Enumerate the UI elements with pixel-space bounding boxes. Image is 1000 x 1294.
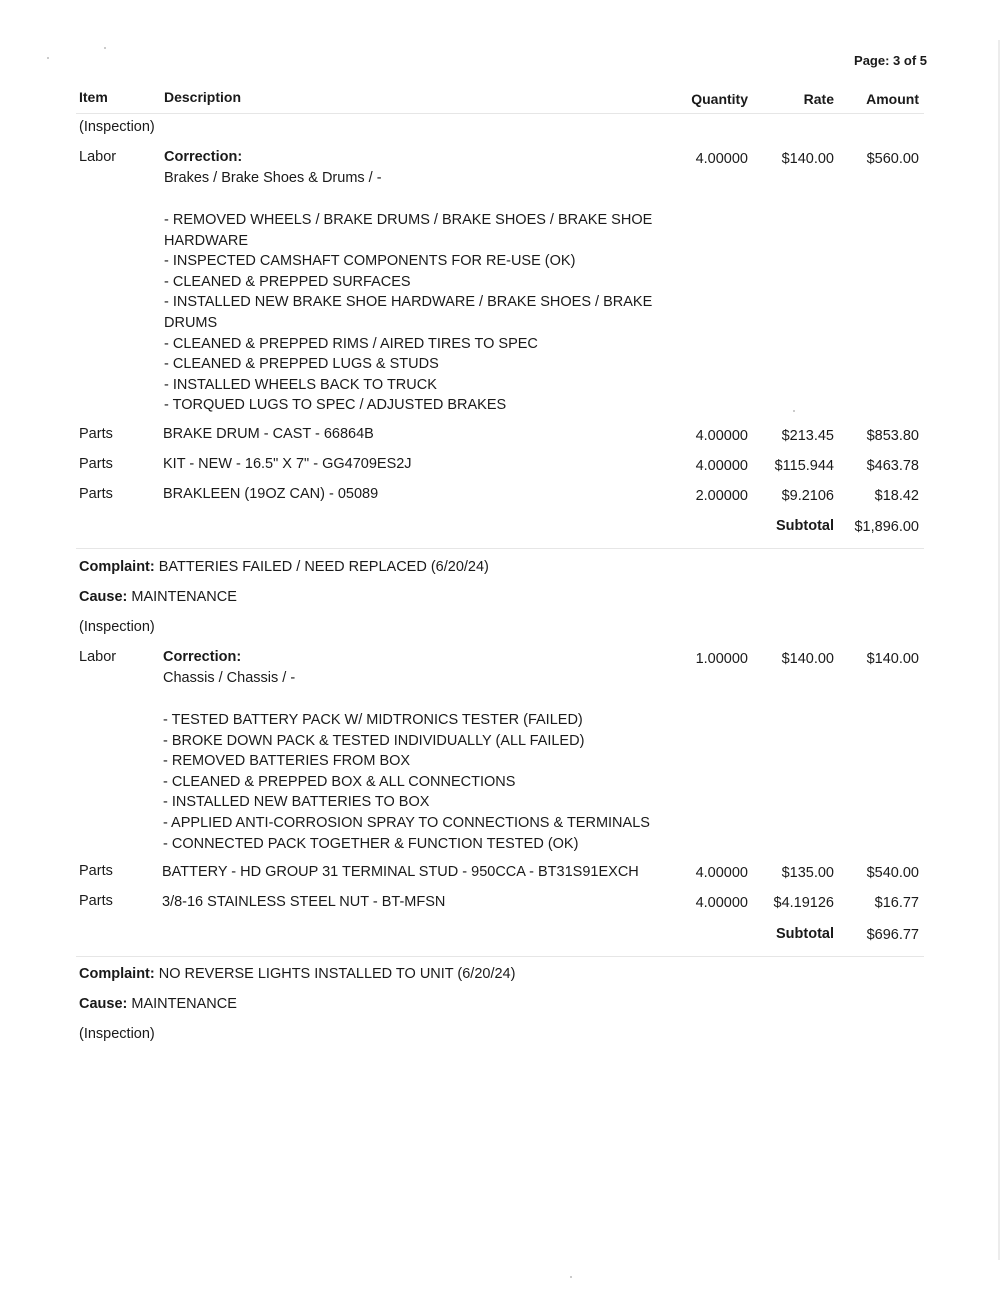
complaint-label: Complaint:: [79, 559, 155, 575]
part-amount: $16.77: [874, 895, 919, 911]
complaint-line: [79, 559, 489, 575]
part-rate: $115.944: [774, 458, 834, 474]
correction-step: - CLEANED & PREPPED SURFACES: [164, 273, 411, 290]
column-header-amount: Amount: [866, 91, 919, 107]
correction-category: Chassis / Chassis / -: [163, 670, 296, 686]
correction-step: - CLEANED & PREPPED RIMS / AIRED TIRES TO SPEC: [164, 335, 538, 352]
labor-rate: $140.00: [781, 151, 834, 167]
page-number: Page: 3 of 5: [854, 53, 927, 68]
correction-step: - APPLIED ANTI-CORROSION SPRAY TO CONNECTIONS & TERMINALS: [163, 814, 650, 831]
cause-line: [79, 589, 237, 605]
part-amount: $18.42: [874, 488, 919, 504]
column-header-description: Description: [164, 89, 242, 105]
part-rate: $135.00: [781, 865, 834, 881]
correction-label: Correction:: [164, 149, 243, 165]
cause-text: MAINTENANCE: [131, 589, 237, 605]
correction-step: - INSPECTED CAMSHAFT COMPONENTS FOR RE-USE (OK): [164, 253, 576, 270]
labor-item: Labor: [79, 149, 117, 165]
complaint-text: BATTERIES FAILED / NEED REPLACED (6/20/24): [158, 559, 489, 575]
part-item: Parts: [79, 456, 113, 472]
complaint-label: Complaint:: [79, 966, 155, 982]
correction-label: Correction:: [163, 649, 242, 665]
complaint-text: NO REVERSE LIGHTS INSTALLED TO UNIT (6/20/24): [158, 966, 516, 982]
part-quantity: 4.00000: [695, 428, 748, 444]
part-amount: $853.80: [866, 428, 919, 444]
correction-step: DRUMS: [164, 314, 218, 331]
part-item: Parts: [79, 486, 113, 502]
part-description: 3/8-16 STAINLESS STEEL NUT - BT-MFSN: [162, 894, 446, 910]
part-quantity: 4.00000: [695, 895, 748, 911]
correction-step: - BROKE DOWN PACK & TESTED INDIVIDUALLY (ALL FAILED): [163, 732, 585, 749]
scan-speck: [793, 410, 795, 412]
inspection-label: (Inspection): [79, 1026, 155, 1042]
part-amount: $463.78: [866, 458, 919, 474]
correction-category: Brakes / Brake Shoes & Drums / -: [164, 170, 382, 186]
labor-quantity: 4.00000: [695, 151, 748, 167]
part-rate: $4.19126: [773, 895, 834, 911]
part-rate: $213.45: [781, 428, 834, 444]
labor-quantity: 1.00000: [695, 651, 748, 667]
correction-step: - REMOVED WHEELS / BRAKE DRUMS / BRAKE SHOES / BRAKE SHOE: [164, 212, 653, 228]
part-description: BRAKLEEN (19OZ CAN) - 05089: [163, 486, 379, 502]
scan-speck: [570, 1276, 572, 1278]
correction-step: HARDWARE: [164, 232, 249, 249]
scan-speck: [104, 47, 106, 49]
part-description: BRAKE DRUM - CAST - 66864B: [163, 426, 374, 442]
correction-steps: [163, 710, 650, 854]
cause-text: MAINTENANCE: [131, 996, 237, 1012]
column-header-item: Item: [79, 89, 108, 105]
correction-step: - INSTALLED NEW BATTERIES TO BOX: [163, 794, 430, 811]
cause-label: Cause:: [79, 996, 128, 1012]
part-description: BATTERY - HD GROUP 31 TERMINAL STUD - 950CCA - BT31S91EXCH: [162, 864, 639, 880]
subtotal-label: Subtotal: [776, 518, 834, 534]
labor-amount: $140.00: [866, 651, 919, 667]
column-header-quantity: Quantity: [691, 91, 748, 107]
cause-line: [79, 996, 237, 1012]
correction-step: - TESTED BATTERY PACK W/ MIDTRONICS TESTER (FAILED): [163, 712, 583, 728]
part-quantity: 4.00000: [695, 865, 748, 881]
cause-label: Cause:: [79, 589, 128, 605]
correction-step: - INSTALLED NEW BRAKE SHOE HARDWARE / BRAKE SHOES / BRAKE: [164, 294, 653, 311]
part-amount: $540.00: [866, 865, 919, 881]
part-quantity: 2.00000: [695, 488, 748, 504]
correction-step: - CONNECTED PACK TOGETHER & FUNCTION TESTED (OK): [163, 835, 579, 852]
column-header-rate: Rate: [803, 91, 834, 107]
subtotal-amount: $696.77: [866, 927, 919, 943]
correction-step: - CLEANED & PREPPED BOX & ALL CONNECTIONS: [163, 773, 516, 790]
labor-amount: $560.00: [866, 151, 919, 167]
section-divider: [76, 548, 924, 549]
inspection-label: (Inspection): [79, 119, 155, 135]
correction-step: - CLEANED & PREPPED LUGS & STUDS: [164, 356, 439, 373]
subtotal-amount: $1,896.00: [854, 519, 919, 535]
part-item: Parts: [79, 426, 113, 442]
correction-step: - TORQUED LUGS TO SPEC / ADJUSTED BRAKES: [164, 397, 507, 414]
labor-item: Labor: [79, 649, 117, 665]
part-description: KIT - NEW - 16.5" X 7" - GG4709ES2J: [163, 456, 412, 472]
correction-step: - INSTALLED WHEELS BACK TO TRUCK: [164, 376, 437, 393]
labor-rate: $140.00: [781, 651, 834, 667]
subtotal-label: Subtotal: [776, 926, 834, 942]
part-rate: $9.2106: [781, 488, 834, 504]
correction-steps: [164, 210, 652, 416]
header-divider: [76, 113, 924, 114]
part-item: Parts: [79, 893, 113, 909]
part-quantity: 4.00000: [695, 458, 748, 474]
correction-step: - REMOVED BATTERIES FROM BOX: [163, 753, 411, 770]
section-divider: [76, 956, 924, 957]
part-item: Parts: [79, 863, 113, 879]
complaint-line: [79, 966, 515, 982]
scan-speck: [47, 57, 49, 59]
inspection-label: (Inspection): [79, 619, 155, 635]
